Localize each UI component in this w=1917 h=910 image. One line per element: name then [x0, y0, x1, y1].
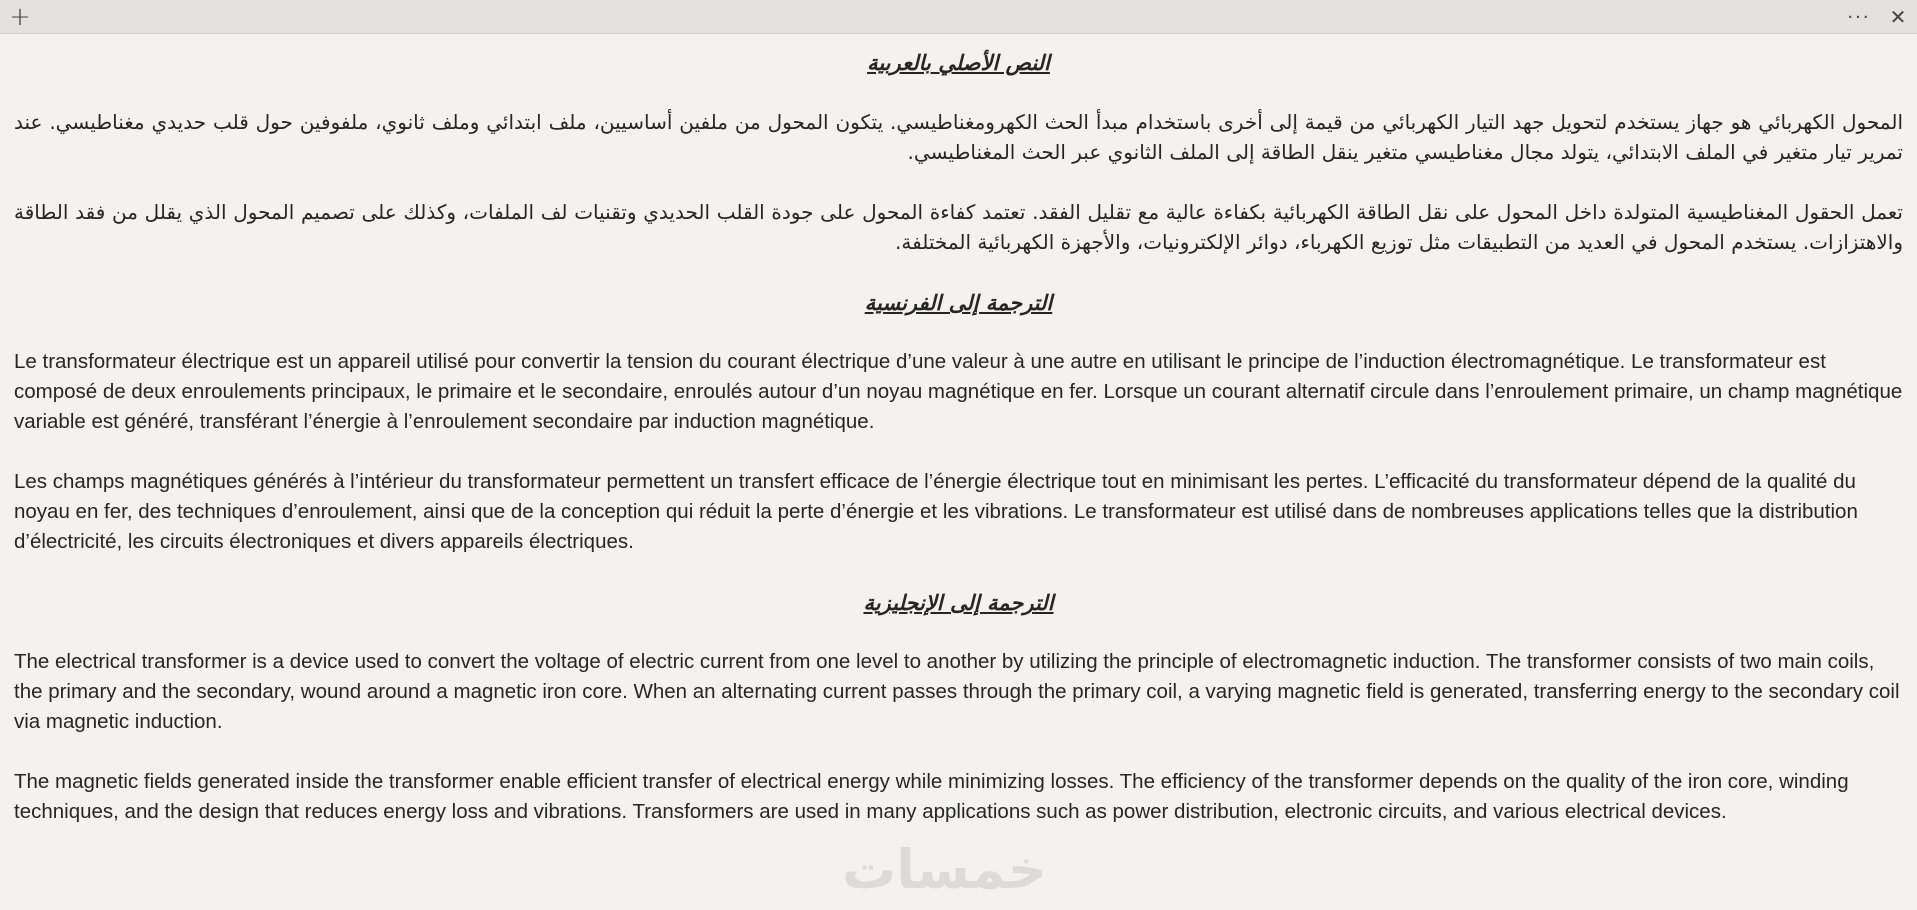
arabic-paragraph-2: تعمل الحقول المغناطيسية المتولدة داخل المحول على نقل الطاقة الكهربائية بكفاءة عالية مع تقليل الفقد. تعتمد كفاءة المحول على جودة القلب الحديدي وتقنيات لف الملفات، وكذلك على تصميم المحول الذي يقلل من فقد الطاقة والاهتزازات. يستخدم المحول في العديد من التطبيقات مثل توزيع الكهرباء، دوائر الإلكترونيات، والأجهزة الكهربائية المختلفة.: [14, 200, 1903, 254]
arabic-paragraph-1: المحول الكهربائي هو جهاز يستخدم لتحويل جهد التيار الكهربائي من قيمة إلى أخرى باستخدام مبدأ الحث الكهرومغناطيسي. يتكون المحول من ملفين أساسيين، ملف ابتدائي وملف ثانوي، ملفوفين حول قلب حديدي مغناطيسي. عند تمرير تيار متغير في الملف الابتدائي، يتولد مجال مغناطيسي متغير ينقل الطاقة إلى الملف الثانوي عبر الحث المغناطيسي.: [14, 110, 1903, 164]
french-heading: الترجمة إلى الفرنسية: [864, 291, 1053, 315]
document-content: [0, 34, 1917, 910]
arabic-heading: النص الأصلي بالعربية: [867, 51, 1050, 75]
close-icon[interactable]: ✕: [1889, 5, 1907, 29]
watermark-logo: خمسات: [842, 838, 1047, 901]
title-bar: [0, 0, 1917, 34]
english-paragraph-2: The magnetic fields generated inside the transformer enable efficient transfer of electrical energy while minimizing losses. The efficiency of the transformer depends on the quality of the iron core, winding techniques, and the design that reduces energy loss and vibrations. Transformers are used in many applications such as power distribution, electronic circuits, and various electrical devices.: [14, 770, 1849, 823]
more-options-icon[interactable]: ···: [1847, 6, 1871, 28]
french-paragraph-1: Le transformateur électrique est un appareil utilisé pour convertir la tension du courant électrique d’une valeur à une autre en utilisant le principe de l’induction électromagnétique. Le transformateur est composé de deux enroulements principaux, le primaire et le secondaire, enroulés autour d’un noyau magnétique en fer. Lorsque un courant alternatif circule dans l’enroulement primaire, un champ magnétique variable est généré, transférant l’énergie à l’enroulement secondaire par induction magnétique.: [14, 350, 1903, 433]
new-tab-icon[interactable]: +: [9, 2, 31, 32]
english-paragraph-1: The electrical transformer is a device used to convert the voltage of electric current from one level to another by utilizing the principle of electromagnetic induction. The transformer consists of two main coils, the primary and the secondary, wound around a magnetic iron core. When an alternating current passes through the primary coil, a varying magnetic field is generated, transferring energy to the secondary coil via magnetic induction.: [14, 650, 1900, 733]
french-paragraph-2: Les champs magnétiques générés à l’intérieur du transformateur permettent un transfert efficace de l’énergie électrique tout en minimisant les pertes. L’efficacité du transformateur dépend de la qualité du noyau en fer, des techniques d’enroulement, ainsi que de la conception qui réduit la perte d’énergie et les vibrations. Le transformateur est utilisé dans de nombreuses applications telles que la distribution d’électricité, les circuits électroniques et divers appareils électriques.: [14, 470, 1858, 553]
english-heading: الترجمة إلى الإنجليزية: [863, 591, 1054, 615]
